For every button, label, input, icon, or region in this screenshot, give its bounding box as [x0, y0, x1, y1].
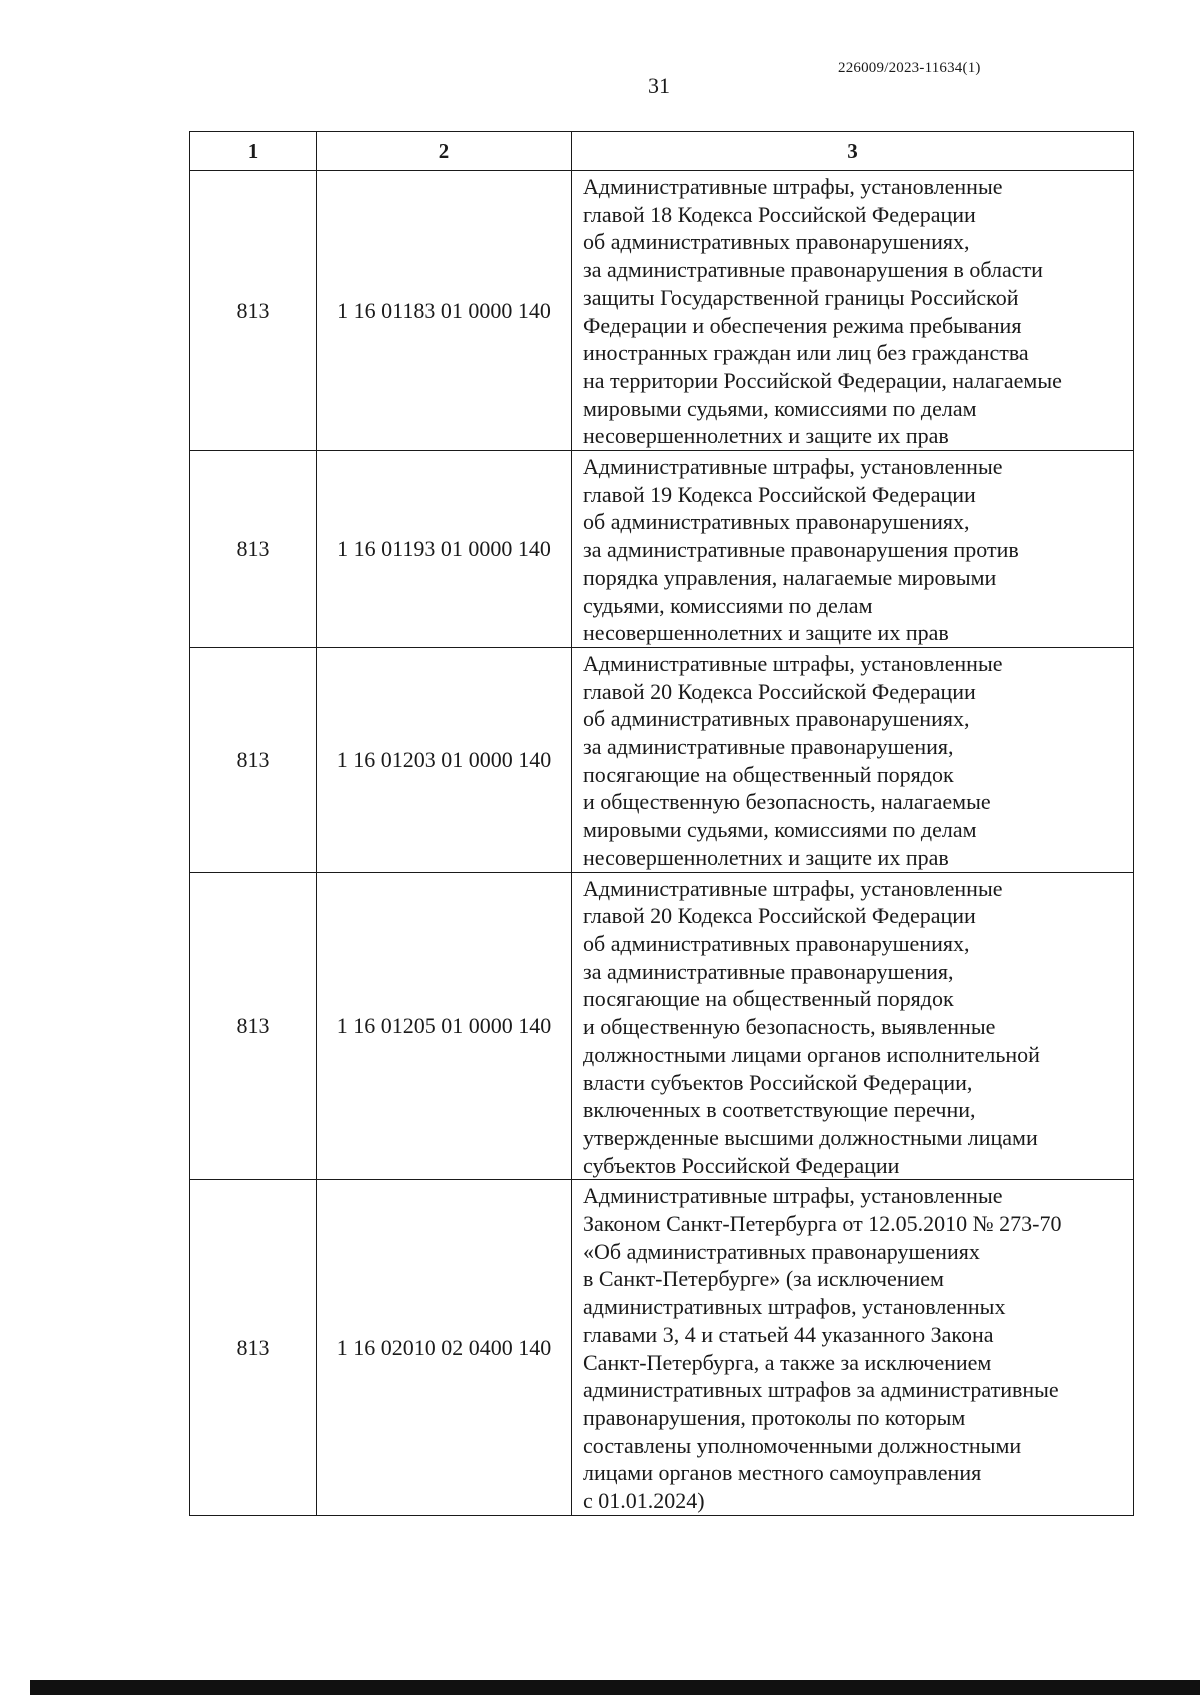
description-line: за административные правонарушения,	[583, 958, 954, 984]
column-header-3: 3	[572, 132, 1134, 171]
description-line: главой 18 Кодекса Российской Федерации	[583, 201, 976, 227]
description-cell	[572, 872, 1134, 1180]
description-line: защиты Государственной границы Российской	[583, 284, 1019, 310]
admin-code-cell: 813	[190, 872, 317, 1180]
description-line: главами 3, 4 и статьей 44 указанного Закона	[583, 1321, 994, 1347]
description-line: утвержденные высшими должностными лицами	[583, 1124, 1038, 1150]
description-line: и общественную безопасность, налагаемые	[583, 789, 991, 815]
kbk-code-cell: 1 16 01205 01 0000 140	[317, 872, 572, 1180]
budget-classification-table	[189, 131, 1134, 1516]
kbk-code-cell: 1 16 02010 02 0400 140	[317, 1180, 572, 1515]
description-line: несовершеннолетних и защите их прав	[583, 620, 949, 646]
document-number: 226009/2023-11634(1)	[838, 60, 981, 76]
description-line: об административных правонарушениях,	[583, 706, 970, 732]
description-line: за административные правонарушения,	[583, 734, 954, 760]
description-line: порядка управления, налагаемые мировыми	[583, 564, 997, 590]
description-line: Административные штрафы, установленные	[583, 650, 1003, 676]
description-line: об административных правонарушениях,	[583, 930, 970, 956]
admin-code-cell: 813	[190, 647, 317, 872]
admin-code-cell: 813	[190, 171, 317, 451]
description-line: главой 20 Кодекса Российской Федерации	[583, 678, 976, 704]
description-line: Административные штрафы, установленные	[583, 1183, 1003, 1209]
column-header-2: 2	[317, 132, 572, 171]
table-header-row	[190, 132, 1134, 171]
description-line: иностранных граждан или лиц без гражданства	[583, 340, 1029, 366]
table-row	[190, 171, 1134, 451]
description-cell	[572, 1180, 1134, 1515]
description-line: в Санкт-Петербурге» (за исключением	[583, 1266, 944, 1292]
description-line: посягающие на общественный порядок	[583, 761, 954, 787]
description-line: должностными лицами органов исполнительной	[583, 1041, 1040, 1067]
page-number: 31	[648, 73, 670, 98]
kbk-code-cell: 1 16 01183 01 0000 140	[317, 171, 572, 451]
description-line: лицами органов местного самоуправления	[583, 1460, 982, 1486]
description-line: с 01.01.2024)	[583, 1488, 705, 1514]
description-line: Санкт-Петербурга, а также за исключением	[583, 1349, 992, 1375]
kbk-code-cell: 1 16 01203 01 0000 140	[317, 647, 572, 872]
description-cell	[572, 171, 1134, 451]
description-line: несовершеннолетних и защите их прав	[583, 423, 949, 449]
description-line: мировыми судьями, комиссиями по делам	[583, 817, 977, 843]
table-row	[190, 1180, 1134, 1515]
description-cell	[572, 451, 1134, 648]
description-line: за административные правонарушения против	[583, 537, 1019, 563]
admin-code-cell: 813	[190, 451, 317, 648]
table-row	[190, 647, 1134, 872]
description-line: субъектов Российской Федерации	[583, 1152, 900, 1178]
description-line: несовершеннолетних и защите их прав	[583, 844, 949, 870]
description-line: посягающие на общественный порядок	[583, 986, 954, 1012]
description-line: главой 19 Кодекса Российской Федерации	[583, 481, 976, 507]
description-line: об административных правонарушениях,	[583, 229, 970, 255]
description-line: составлены уполномоченными должностными	[583, 1432, 1022, 1458]
table-row	[190, 872, 1134, 1180]
description-line: Федерации и обеспечения режима пребывания	[583, 312, 1022, 338]
description-line: за административные правонарушения в области	[583, 257, 1043, 283]
description-line: административных штрафов за административные	[583, 1377, 1059, 1403]
table-row	[190, 451, 1134, 648]
description-line: об административных правонарушениях,	[583, 509, 970, 535]
description-line: Административные штрафы, установленные	[583, 174, 1003, 199]
description-line: Административные штрафы, установленные	[583, 454, 1003, 480]
description-line: власти субъектов Российской Федерации,	[583, 1069, 973, 1095]
description-line: главой 20 Кодекса Российской Федерации	[583, 903, 976, 929]
description-line: включенных в соответствующие перечни,	[583, 1097, 976, 1123]
admin-code-cell: 813	[190, 1180, 317, 1515]
description-line: Административные штрафы, установленные	[583, 875, 1003, 901]
kbk-code-cell: 1 16 01193 01 0000 140	[317, 451, 572, 648]
description-line: на территории Российской Федерации, налагаемые	[583, 367, 1062, 393]
scan-edge-bar	[30, 1680, 1200, 1695]
description-line: Законом Санкт-Петербурга от 12.05.2010 № 273-70	[583, 1211, 1062, 1237]
description-line: административных штрафов, установленных	[583, 1294, 1006, 1320]
description-line: «Об административных правонарушениях	[583, 1238, 980, 1264]
description-line: правонарушения, протоколы по которым	[583, 1404, 966, 1430]
description-cell	[572, 647, 1134, 872]
description-line: и общественную безопасность, выявленные	[583, 1014, 996, 1040]
description-line: мировыми судьями, комиссиями по делам	[583, 395, 977, 421]
column-header-1: 1	[190, 132, 317, 171]
description-line: судьями, комиссиями по делам	[583, 592, 873, 618]
